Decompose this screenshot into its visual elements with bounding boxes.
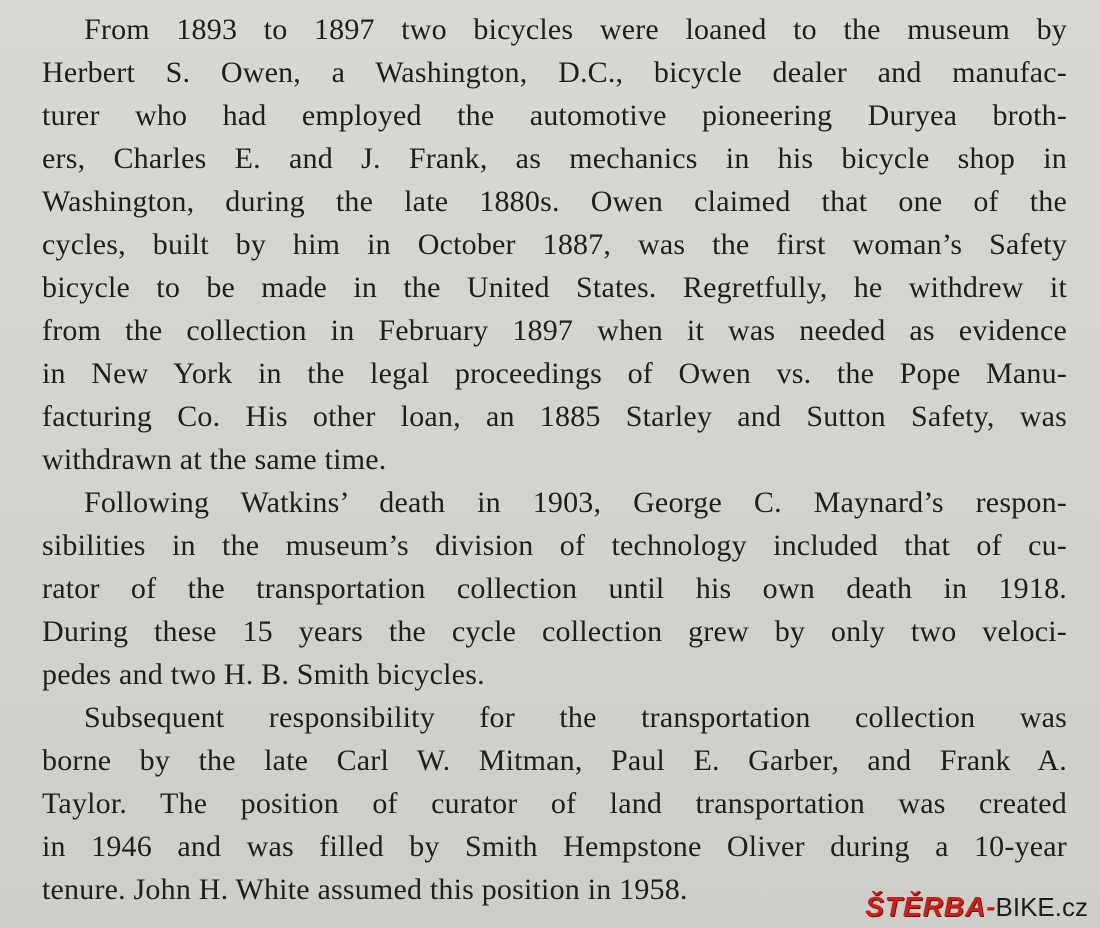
- text-line: bicycle to be made in the United States. Regretfully, he withdrew it: [42, 271, 1067, 304]
- paragraph-maynard: [42, 481, 1067, 696]
- site-watermark: [865, 890, 1088, 924]
- text-line: During these 15 years the cycle collection grew by only two veloci-: [42, 615, 1067, 648]
- text-line: facturing Co. His other loan, an 1885 Starley and Sutton Safety, was: [42, 400, 1067, 433]
- text-line: pedes and two H. B. Smith bicycles.: [42, 658, 485, 691]
- text-line: withdrawn at the same time.: [42, 443, 387, 476]
- text-line: Subsequent responsibility for the transportation collection was: [84, 701, 1067, 734]
- paragraph-owen-loans: [42, 8, 1067, 481]
- text-line: from the collection in February 1897 when it was needed as evidence: [42, 314, 1067, 347]
- text-line: Herbert S. Owen, a Washington, D.C., bicycle dealer and manufac-: [42, 56, 1067, 89]
- text-line: in 1946 and was filled by Smith Hempstone Oliver during a 10-year: [42, 830, 1067, 863]
- watermark-domain: BIKE.cz: [995, 892, 1088, 922]
- text-line: cycles, built by him in October 1887, was the first woman’s Safety: [42, 228, 1067, 261]
- text-line: borne by the late Carl W. Mitman, Paul E. Garber, and Frank A.: [42, 744, 1067, 777]
- text-line: Washington, during the late 1880s. Owen claimed that one of the: [42, 185, 1067, 218]
- paragraph-later-curators: [42, 696, 1067, 911]
- text-line: From 1893 to 1897 two bicycles were loaned to the museum by: [84, 13, 1067, 46]
- text-line: sibilities in the museum’s division of technology included that of cu-: [42, 529, 1067, 562]
- text-line: ers, Charles E. and J. Frank, as mechanics in his bicycle shop in: [42, 142, 1067, 175]
- text-line: tenure. John H. White assumed this position in 1958.: [42, 873, 688, 906]
- text-line: Following Watkins’ death in 1903, George C. Maynard’s respon-: [84, 486, 1067, 519]
- text-line: turer who had employed the automotive pioneering Duryea broth-: [42, 99, 1067, 132]
- text-line: Taylor. The position of curator of land transportation was created: [42, 787, 1067, 820]
- text-line: rator of the transportation collection until his own death in 1918.: [42, 572, 1067, 605]
- text-line: in New York in the legal proceedings of Owen vs. the Pope Manu-: [42, 357, 1067, 390]
- body-text: [42, 8, 1067, 911]
- watermark-separator: -: [986, 891, 996, 922]
- watermark-brand: ŠTĚRBA: [865, 891, 987, 922]
